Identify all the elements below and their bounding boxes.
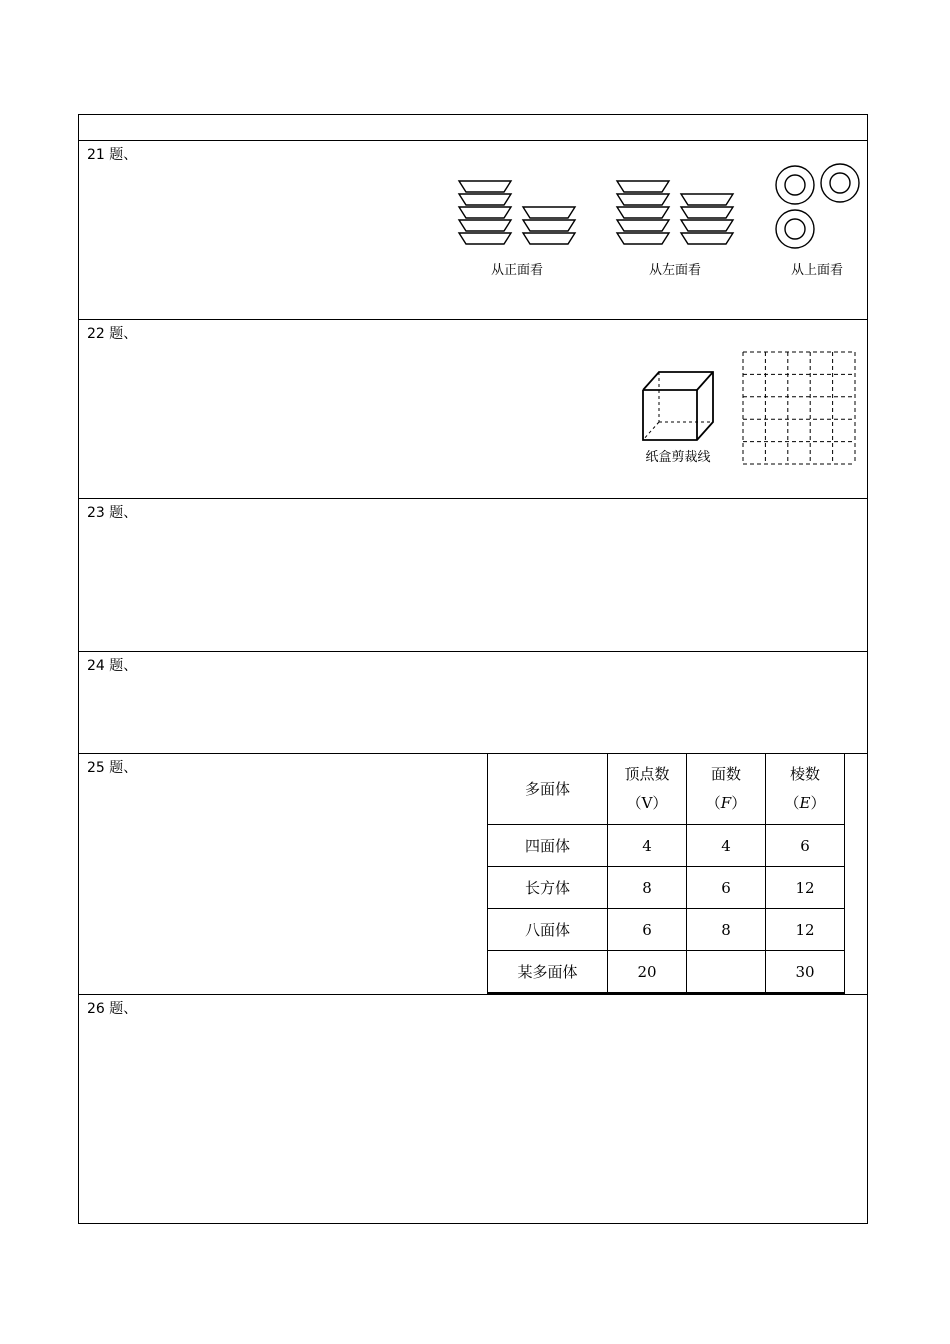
question-24-label: 24 题、 xyxy=(87,658,138,674)
cell-edges: 12 xyxy=(766,909,845,951)
question-23-row xyxy=(79,499,867,652)
cell-name: 长方体 xyxy=(488,867,608,909)
table-row xyxy=(488,909,845,951)
question-26-label: 26 题、 xyxy=(87,1001,138,1017)
cell-faces-blank[interactable] xyxy=(687,951,766,994)
dashed-grid xyxy=(743,352,855,464)
question-24-row xyxy=(79,652,867,754)
paper-box-cube xyxy=(643,372,713,440)
cell-vertices: 6 xyxy=(608,909,687,951)
cell-edges: 30 xyxy=(766,951,845,994)
top-view-caption: 从上面看 xyxy=(790,263,844,278)
cell-faces: 8 xyxy=(687,909,766,951)
cell-vertices: 4 xyxy=(608,825,687,867)
cell-faces: 6 xyxy=(687,867,766,909)
header-vertices: 顶点数 （V） xyxy=(608,754,687,825)
bowl-stack-left-left xyxy=(617,181,669,244)
paper-box-caption: 纸盒剪裁线 xyxy=(645,450,711,465)
bowl-stack-front-left xyxy=(459,181,511,244)
bowl-top-view-rings xyxy=(776,164,859,248)
header-polyhedron: 多面体 xyxy=(488,754,608,825)
cell-faces: 4 xyxy=(687,825,766,867)
cell-name: 八面体 xyxy=(488,909,608,951)
bowl-stack-front-right xyxy=(523,207,575,244)
question-25-label: 25 题、 xyxy=(87,760,138,776)
header-faces: 面数 （F） xyxy=(687,754,766,825)
table-row xyxy=(488,951,845,994)
bowl-stack-left-right xyxy=(681,194,733,244)
cell-edges: 6 xyxy=(766,825,845,867)
cell-name: 某多面体 xyxy=(488,951,608,994)
question-21-row xyxy=(79,141,867,320)
question-26-row xyxy=(79,995,867,1224)
question-23-label: 23 题、 xyxy=(87,505,138,521)
table-header-row xyxy=(488,754,845,825)
table-row xyxy=(488,825,845,867)
cell-vertices: 20 xyxy=(608,951,687,994)
front-view-caption: 从正面看 xyxy=(490,263,544,278)
cell-edges: 12 xyxy=(766,867,845,909)
header-row xyxy=(79,115,867,141)
left-view-caption: 从左面看 xyxy=(648,263,702,278)
polyhedron-table xyxy=(487,754,845,994)
q21-views-figure xyxy=(457,177,867,287)
q22-box-figure xyxy=(639,348,869,468)
answer-sheet xyxy=(78,114,868,1224)
table-row xyxy=(488,867,845,909)
question-22-row xyxy=(79,320,867,499)
question-22-label: 22 题、 xyxy=(87,326,138,342)
question-25-row xyxy=(79,754,867,995)
header-edges: 棱数 （E） xyxy=(766,754,845,825)
cell-vertices: 8 xyxy=(608,867,687,909)
cell-name: 四面体 xyxy=(488,825,608,867)
question-21-label: 21 题、 xyxy=(87,147,138,163)
